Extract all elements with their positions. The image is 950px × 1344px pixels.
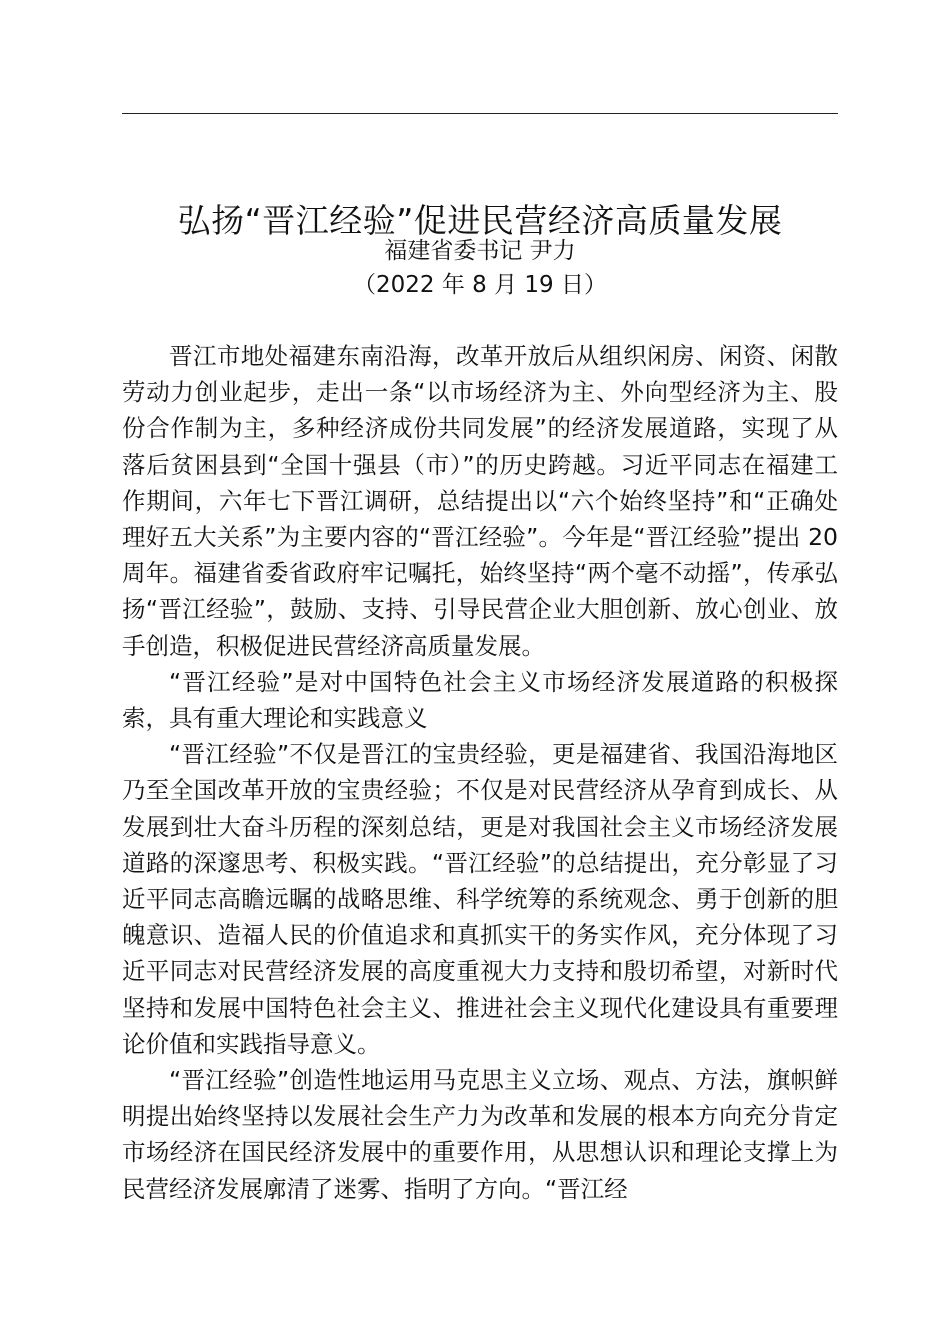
paragraph: “晋江经验”不仅是晋江的宝贵经验，更是福建省、我国沿海地区乃至全国改革开放的宝贵经验；不仅是对民营经济从孕育到成长、从发展到壮大奋斗历程的深刻总结，更是对我国社会主义市场经济发展道路的深邃思考、积极实践。“晋江经验”的总结提出，充分彰显了习近平同志高瞻远瞩的战略思维、科学统筹的系统观念、勇于创新的胆魄意识、造福人民的价值追求和真抓实干的务实作风，充分体现了习近平同志对民营经济发展的高度重视大力支持和殷切希望，对新时代坚持和发展中国特色社会主义、推进社会主义现代化建设具有重要理论价值和实践指导意义。 — [122, 740, 838, 1058]
document-title: 弘扬“晋江经验”促进民营经济高质量发展 — [177, 201, 783, 241]
article-body — [122, 338, 838, 1207]
header-rule — [122, 113, 838, 114]
paragraph: 晋江市地处福建东南沿海，改革开放后从组织闲房、闲资、闲散劳动力创业起步，走出一条“以市场经济为主、外向型经济为主、股份合作制为主，多种经济成份共同发展”的经济发展道路，实现了从落后贫困县到“全国十强县（市）”的历史跨越。习近平同志在福建工作期间，六年七下晋江调研，总结提出以“六个始终坚持”和“正确处理好五大关系”为主要内容的“晋江经验”。今年是“晋江经验”提出 20 周年。福建省委省政府牢记嘱托，始终坚持“两个毫不动摇”，传承弘扬“晋江经验”，鼓励、支持、引导民营企业大胆创新、放心创业、放手创造，积极促进民营经济高质量发展。 — [122, 342, 838, 660]
author-line: 福建省委书记 尹力 — [384, 238, 576, 264]
paragraph: “晋江经验”是对中国特色社会主义市场经济发展道路的积极探索，具有重大理论和实践意义 — [122, 667, 838, 733]
date-line: （2022 年 8 月 19 日） — [353, 272, 607, 298]
paragraph: “晋江经验”创造性地运用马克思主义立场、观点、方法，旗帜鲜明提出始终坚持以发展社会生产力为改革和发展的根本方向充分肯定市场经济在国民经济发展中的重要作用，从思想认识和理论支撑上为民营经济发展廓清了迷雾、指明了方向。“晋江经 — [122, 1066, 838, 1203]
